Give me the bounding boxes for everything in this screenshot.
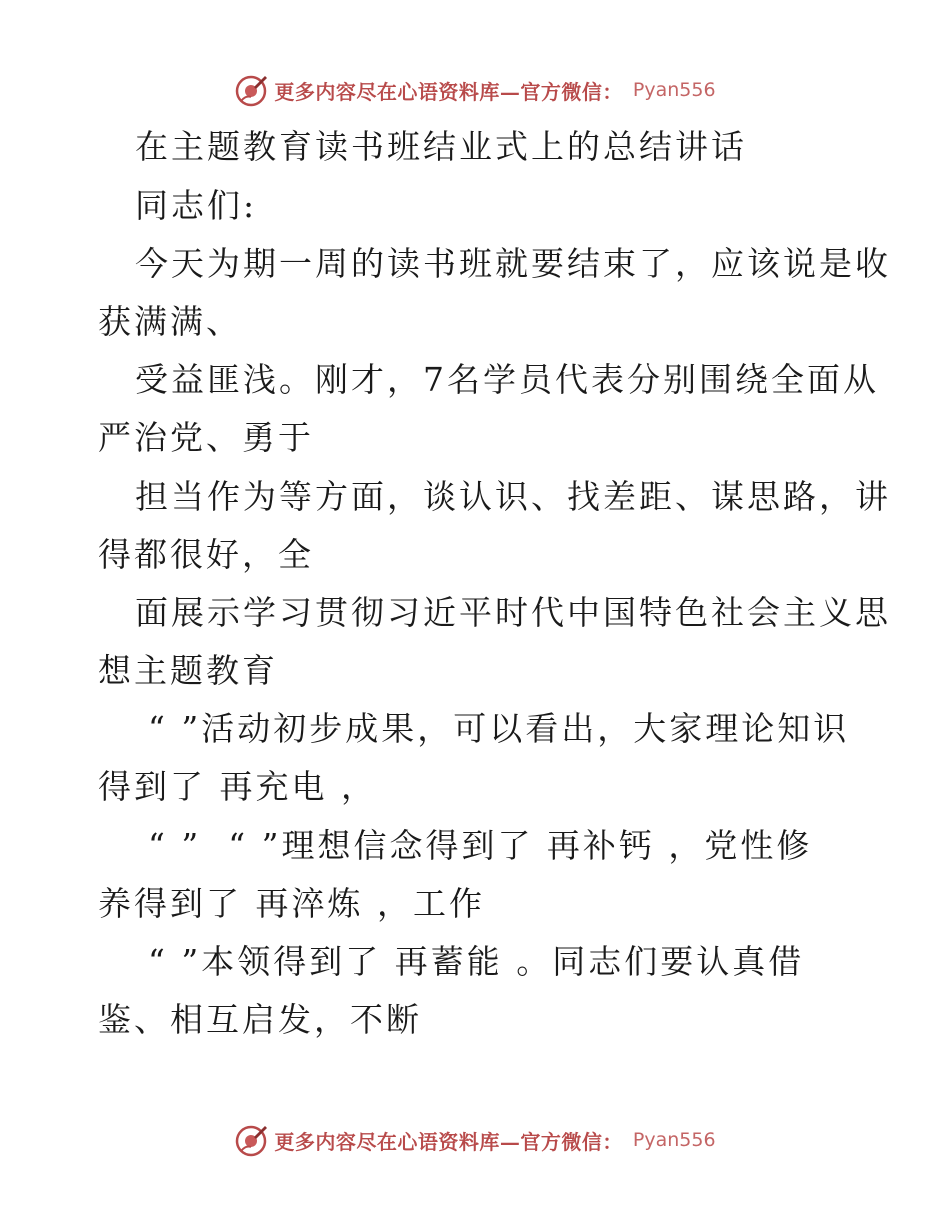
text-line: 受益匪浅。刚才，7名学员代表分别围绕全面从 <box>135 360 879 399</box>
text-line: “ ”本领得到了 再蓄能 。同志们要认真借 <box>148 942 805 981</box>
text-line: 担当作为等方面，谈认识、找差距、谋思路，讲 <box>135 477 891 516</box>
header-banner <box>0 70 950 110</box>
footer-banner <box>0 1120 950 1160</box>
banner-contact: Pyan556 <box>632 1129 716 1151</box>
text-line: 同志们: <box>135 186 258 225</box>
brand-logo-icon <box>234 1123 268 1157</box>
text-line: “ ”活动初步成果，可以看出，大家理论知识 <box>148 709 850 748</box>
banner-text: 更多内容尽在心语资料库—官方微信： <box>274 1129 623 1154</box>
banner-text: 更多内容尽在心语资料库—官方微信： <box>274 79 623 104</box>
text-line: 今天为期一周的读书班就要结束了，应该说是收 <box>135 244 891 283</box>
text-line: 养得到了 再淬炼 ，工作 <box>98 884 485 923</box>
text-line: 得都很好，全 <box>98 535 314 574</box>
text-line: 得到了 再充电 ， <box>98 767 377 806</box>
text-line: 严治党、勇于 <box>98 418 314 457</box>
text-line: “ ” “ ”理想信念得到了 再补钙 ，党性修 <box>148 826 813 865</box>
text-line: 面展示学习贯彻习近平时代中国特色社会主义思 <box>135 593 891 632</box>
text-line: 获满满、 <box>98 302 242 341</box>
banner-contact: Pyan556 <box>632 79 716 101</box>
brand-logo-icon <box>234 73 268 107</box>
text-line: 想主题教育 <box>98 651 278 690</box>
text-line: 鉴、相互启发，不断 <box>98 1000 422 1039</box>
document-title: 在主题教育读书班结业式上的总结讲话 <box>135 127 747 166</box>
